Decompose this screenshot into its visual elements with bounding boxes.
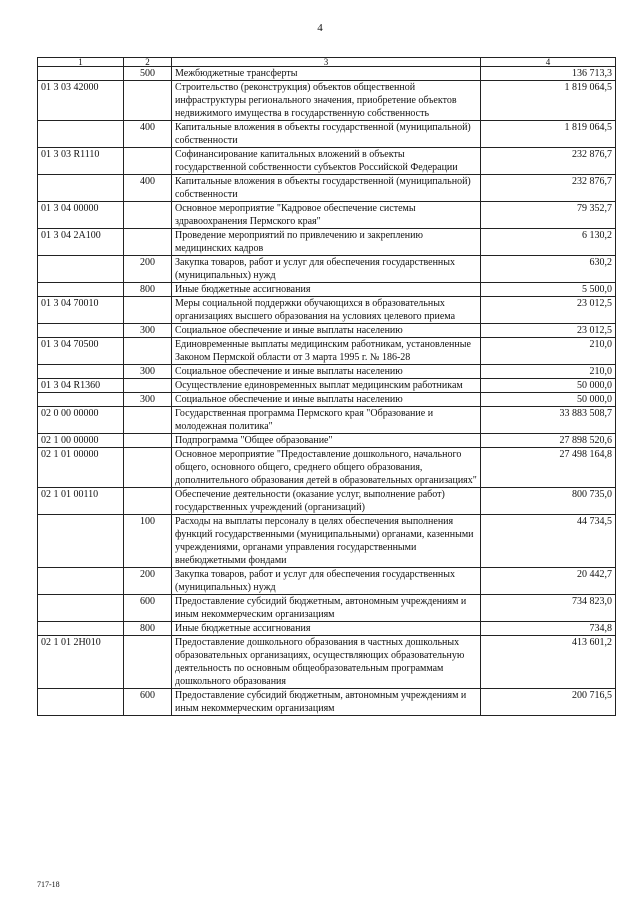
row-code-cell: 01 3 04 2А100 <box>38 229 124 256</box>
row-expense-type-cell: 400 <box>124 175 172 202</box>
row-code-cell: 01 3 04 70500 <box>38 338 124 365</box>
row-amount-cell: 734 823,0 <box>481 595 616 622</box>
row-code-cell <box>38 622 124 636</box>
row-amount-cell: 79 352,7 <box>481 202 616 229</box>
row-description-cell: Социальное обеспечение и иные выплаты населению <box>172 324 481 338</box>
row-code-cell <box>38 256 124 283</box>
row-description-cell: Государственная программа Пермского края "Образование и молодежная политика" <box>172 407 481 434</box>
row-description-cell: Иные бюджетные ассигнования <box>172 622 481 636</box>
page-number: 4 <box>317 22 323 34</box>
row-amount-cell: 1 819 064,5 <box>481 81 616 121</box>
row-expense-type-cell <box>124 81 172 121</box>
table-row <box>38 434 616 448</box>
row-expense-type-cell: 500 <box>124 67 172 81</box>
row-code-cell <box>38 568 124 595</box>
table-row <box>38 515 616 568</box>
row-expense-type-cell: 600 <box>124 595 172 622</box>
row-expense-type-cell <box>124 434 172 448</box>
row-code-cell: 01 3 03 R1110 <box>38 148 124 175</box>
row-amount-cell: 232 876,7 <box>481 148 616 175</box>
row-code-cell: 02 1 01 2Н010 <box>38 636 124 689</box>
row-amount-cell: 27 898 520,6 <box>481 434 616 448</box>
row-description-cell: Обеспечение деятельности (оказание услуг, выполнение работ) государственных учреждений (организаций) <box>172 488 481 515</box>
row-amount-cell: 23 012,5 <box>481 324 616 338</box>
row-expense-type-cell <box>124 488 172 515</box>
row-amount-cell: 630,2 <box>481 256 616 283</box>
column-header-4: 4 <box>481 58 616 67</box>
row-description-cell: Межбюджетные трансферты <box>172 67 481 81</box>
row-description-cell: Проведение мероприятий по привлечению и закреплению медицинских кадров <box>172 229 481 256</box>
row-amount-cell: 136 713,3 <box>481 67 616 81</box>
row-description-cell: Меры социальной поддержки обучающихся в образовательных организациях высшего образования на условиях целевого приема <box>172 297 481 324</box>
row-description-cell: Предоставление субсидий бюджетным, автономным учреждениям и иным некоммерческим организациям <box>172 689 481 716</box>
row-expense-type-cell: 300 <box>124 365 172 379</box>
table-row <box>38 448 616 488</box>
column-header-2: 2 <box>124 58 172 67</box>
budget-table <box>37 57 616 716</box>
row-code-cell <box>38 121 124 148</box>
row-description-cell: Предоставление дошкольного образования в частных дошкольных образовательных организациях, осуществляющих образовательную деятельность по основным общеобразовательным программам дошкольного образования <box>172 636 481 689</box>
table-row <box>38 256 616 283</box>
row-amount-cell: 44 734,5 <box>481 515 616 568</box>
row-expense-type-cell: 300 <box>124 324 172 338</box>
row-expense-type-cell: 200 <box>124 256 172 283</box>
row-amount-cell: 27 498 164,8 <box>481 448 616 488</box>
row-expense-type-cell: 800 <box>124 283 172 297</box>
row-description-cell: Осуществление единовременных выплат медицинским работникам <box>172 379 481 393</box>
row-amount-cell: 50 000,0 <box>481 379 616 393</box>
table-row <box>38 393 616 407</box>
row-description-cell: Капитальные вложения в объекты государственной (муниципальной) собственности <box>172 121 481 148</box>
row-expense-type-cell: 600 <box>124 689 172 716</box>
row-expense-type-cell <box>124 229 172 256</box>
table-row <box>38 488 616 515</box>
row-expense-type-cell <box>124 148 172 175</box>
table-row <box>38 365 616 379</box>
table-row <box>38 595 616 622</box>
table-row <box>38 297 616 324</box>
row-amount-cell: 210,0 <box>481 338 616 365</box>
row-amount-cell: 23 012,5 <box>481 297 616 324</box>
row-expense-type-cell <box>124 338 172 365</box>
row-expense-type-cell: 100 <box>124 515 172 568</box>
table-row <box>38 202 616 229</box>
row-expense-type-cell: 800 <box>124 622 172 636</box>
table-row <box>38 324 616 338</box>
table-row <box>38 81 616 121</box>
row-description-cell: Основное мероприятие "Предоставление дошкольного, начального общего, основного общего, среднего общего образования, дополнительного образования детей в образовательных организациях" <box>172 448 481 488</box>
table-row <box>38 689 616 716</box>
row-code-cell: 02 1 00 00000 <box>38 434 124 448</box>
table-row <box>38 622 616 636</box>
row-code-cell: 02 0 00 00000 <box>38 407 124 434</box>
row-code-cell <box>38 595 124 622</box>
row-expense-type-cell <box>124 379 172 393</box>
table-row <box>38 283 616 297</box>
row-code-cell <box>38 67 124 81</box>
row-amount-cell: 6 130,2 <box>481 229 616 256</box>
column-header-3: 3 <box>172 58 481 67</box>
row-description-cell: Социальное обеспечение и иные выплаты населению <box>172 393 481 407</box>
row-expense-type-cell <box>124 297 172 324</box>
row-code-cell: 02 1 01 00110 <box>38 488 124 515</box>
row-description-cell: Единовременные выплаты медицинским работникам, установленные Законом Пермской области от 3 марта 1995 г. № 186-28 <box>172 338 481 365</box>
row-amount-cell: 20 442,7 <box>481 568 616 595</box>
row-code-cell: 01 3 03 42000 <box>38 81 124 121</box>
row-code-cell <box>38 324 124 338</box>
table-row <box>38 338 616 365</box>
table-row <box>38 148 616 175</box>
row-description-cell: Строительство (реконструкция) объектов общественной инфраструктуры регионального значения, приобретение объектов недвижимого имущества в государственную собственность <box>172 81 481 121</box>
table-row <box>38 407 616 434</box>
table-row <box>38 175 616 202</box>
row-code-cell <box>38 515 124 568</box>
table-row <box>38 121 616 148</box>
row-amount-cell: 50 000,0 <box>481 393 616 407</box>
row-amount-cell: 210,0 <box>481 365 616 379</box>
row-expense-type-cell <box>124 448 172 488</box>
row-description-cell: Иные бюджетные ассигнования <box>172 283 481 297</box>
document-footer-code: 717-18 <box>37 880 60 889</box>
row-description-cell: Предоставление субсидий бюджетным, автономным учреждениям и иным некоммерческим организациям <box>172 595 481 622</box>
row-expense-type-cell: 200 <box>124 568 172 595</box>
row-description-cell: Подпрограмма "Общее образование" <box>172 434 481 448</box>
row-amount-cell: 734,8 <box>481 622 616 636</box>
row-code-cell: 01 3 04 70010 <box>38 297 124 324</box>
column-header-1: 1 <box>38 58 124 67</box>
row-code-cell: 01 3 04 R1360 <box>38 379 124 393</box>
row-code-cell <box>38 689 124 716</box>
table-row <box>38 568 616 595</box>
row-amount-cell: 413 601,2 <box>481 636 616 689</box>
row-description-cell: Закупка товаров, работ и услуг для обеспечения государственных (муниципальных) нужд <box>172 568 481 595</box>
row-expense-type-cell <box>124 636 172 689</box>
row-expense-type-cell: 400 <box>124 121 172 148</box>
row-amount-cell: 33 883 508,7 <box>481 407 616 434</box>
row-description-cell: Закупка товаров, работ и услуг для обеспечения государственных (муниципальных) нужд <box>172 256 481 283</box>
row-code-cell <box>38 175 124 202</box>
row-amount-cell: 5 500,0 <box>481 283 616 297</box>
row-amount-cell: 1 819 064,5 <box>481 121 616 148</box>
table-row <box>38 636 616 689</box>
row-amount-cell: 800 735,0 <box>481 488 616 515</box>
table-header-row <box>38 58 616 67</box>
table-row <box>38 67 616 81</box>
row-expense-type-cell: 300 <box>124 393 172 407</box>
row-expense-type-cell <box>124 202 172 229</box>
row-description-cell: Социальное обеспечение и иные выплаты населению <box>172 365 481 379</box>
row-code-cell: 01 3 04 00000 <box>38 202 124 229</box>
row-description-cell: Основное мероприятие "Кадровое обеспечение системы здравоохранения Пермского края" <box>172 202 481 229</box>
row-code-cell <box>38 393 124 407</box>
row-expense-type-cell <box>124 407 172 434</box>
row-code-cell: 02 1 01 00000 <box>38 448 124 488</box>
table-row <box>38 229 616 256</box>
table-row <box>38 379 616 393</box>
row-code-cell <box>38 365 124 379</box>
row-description-cell: Софинансирование капитальных вложений в объекты государственной собственности субъектов Российской Федерации <box>172 148 481 175</box>
row-amount-cell: 232 876,7 <box>481 175 616 202</box>
row-description-cell: Капитальные вложения в объекты государственной (муниципальной) собственности <box>172 175 481 202</box>
row-amount-cell: 200 716,5 <box>481 689 616 716</box>
row-description-cell: Расходы на выплаты персоналу в целях обеспечения выполнения функций государственными (муниципальными) органами, казенными учреждениями, органами управления государственными внебюджетными фондами <box>172 515 481 568</box>
row-code-cell <box>38 283 124 297</box>
